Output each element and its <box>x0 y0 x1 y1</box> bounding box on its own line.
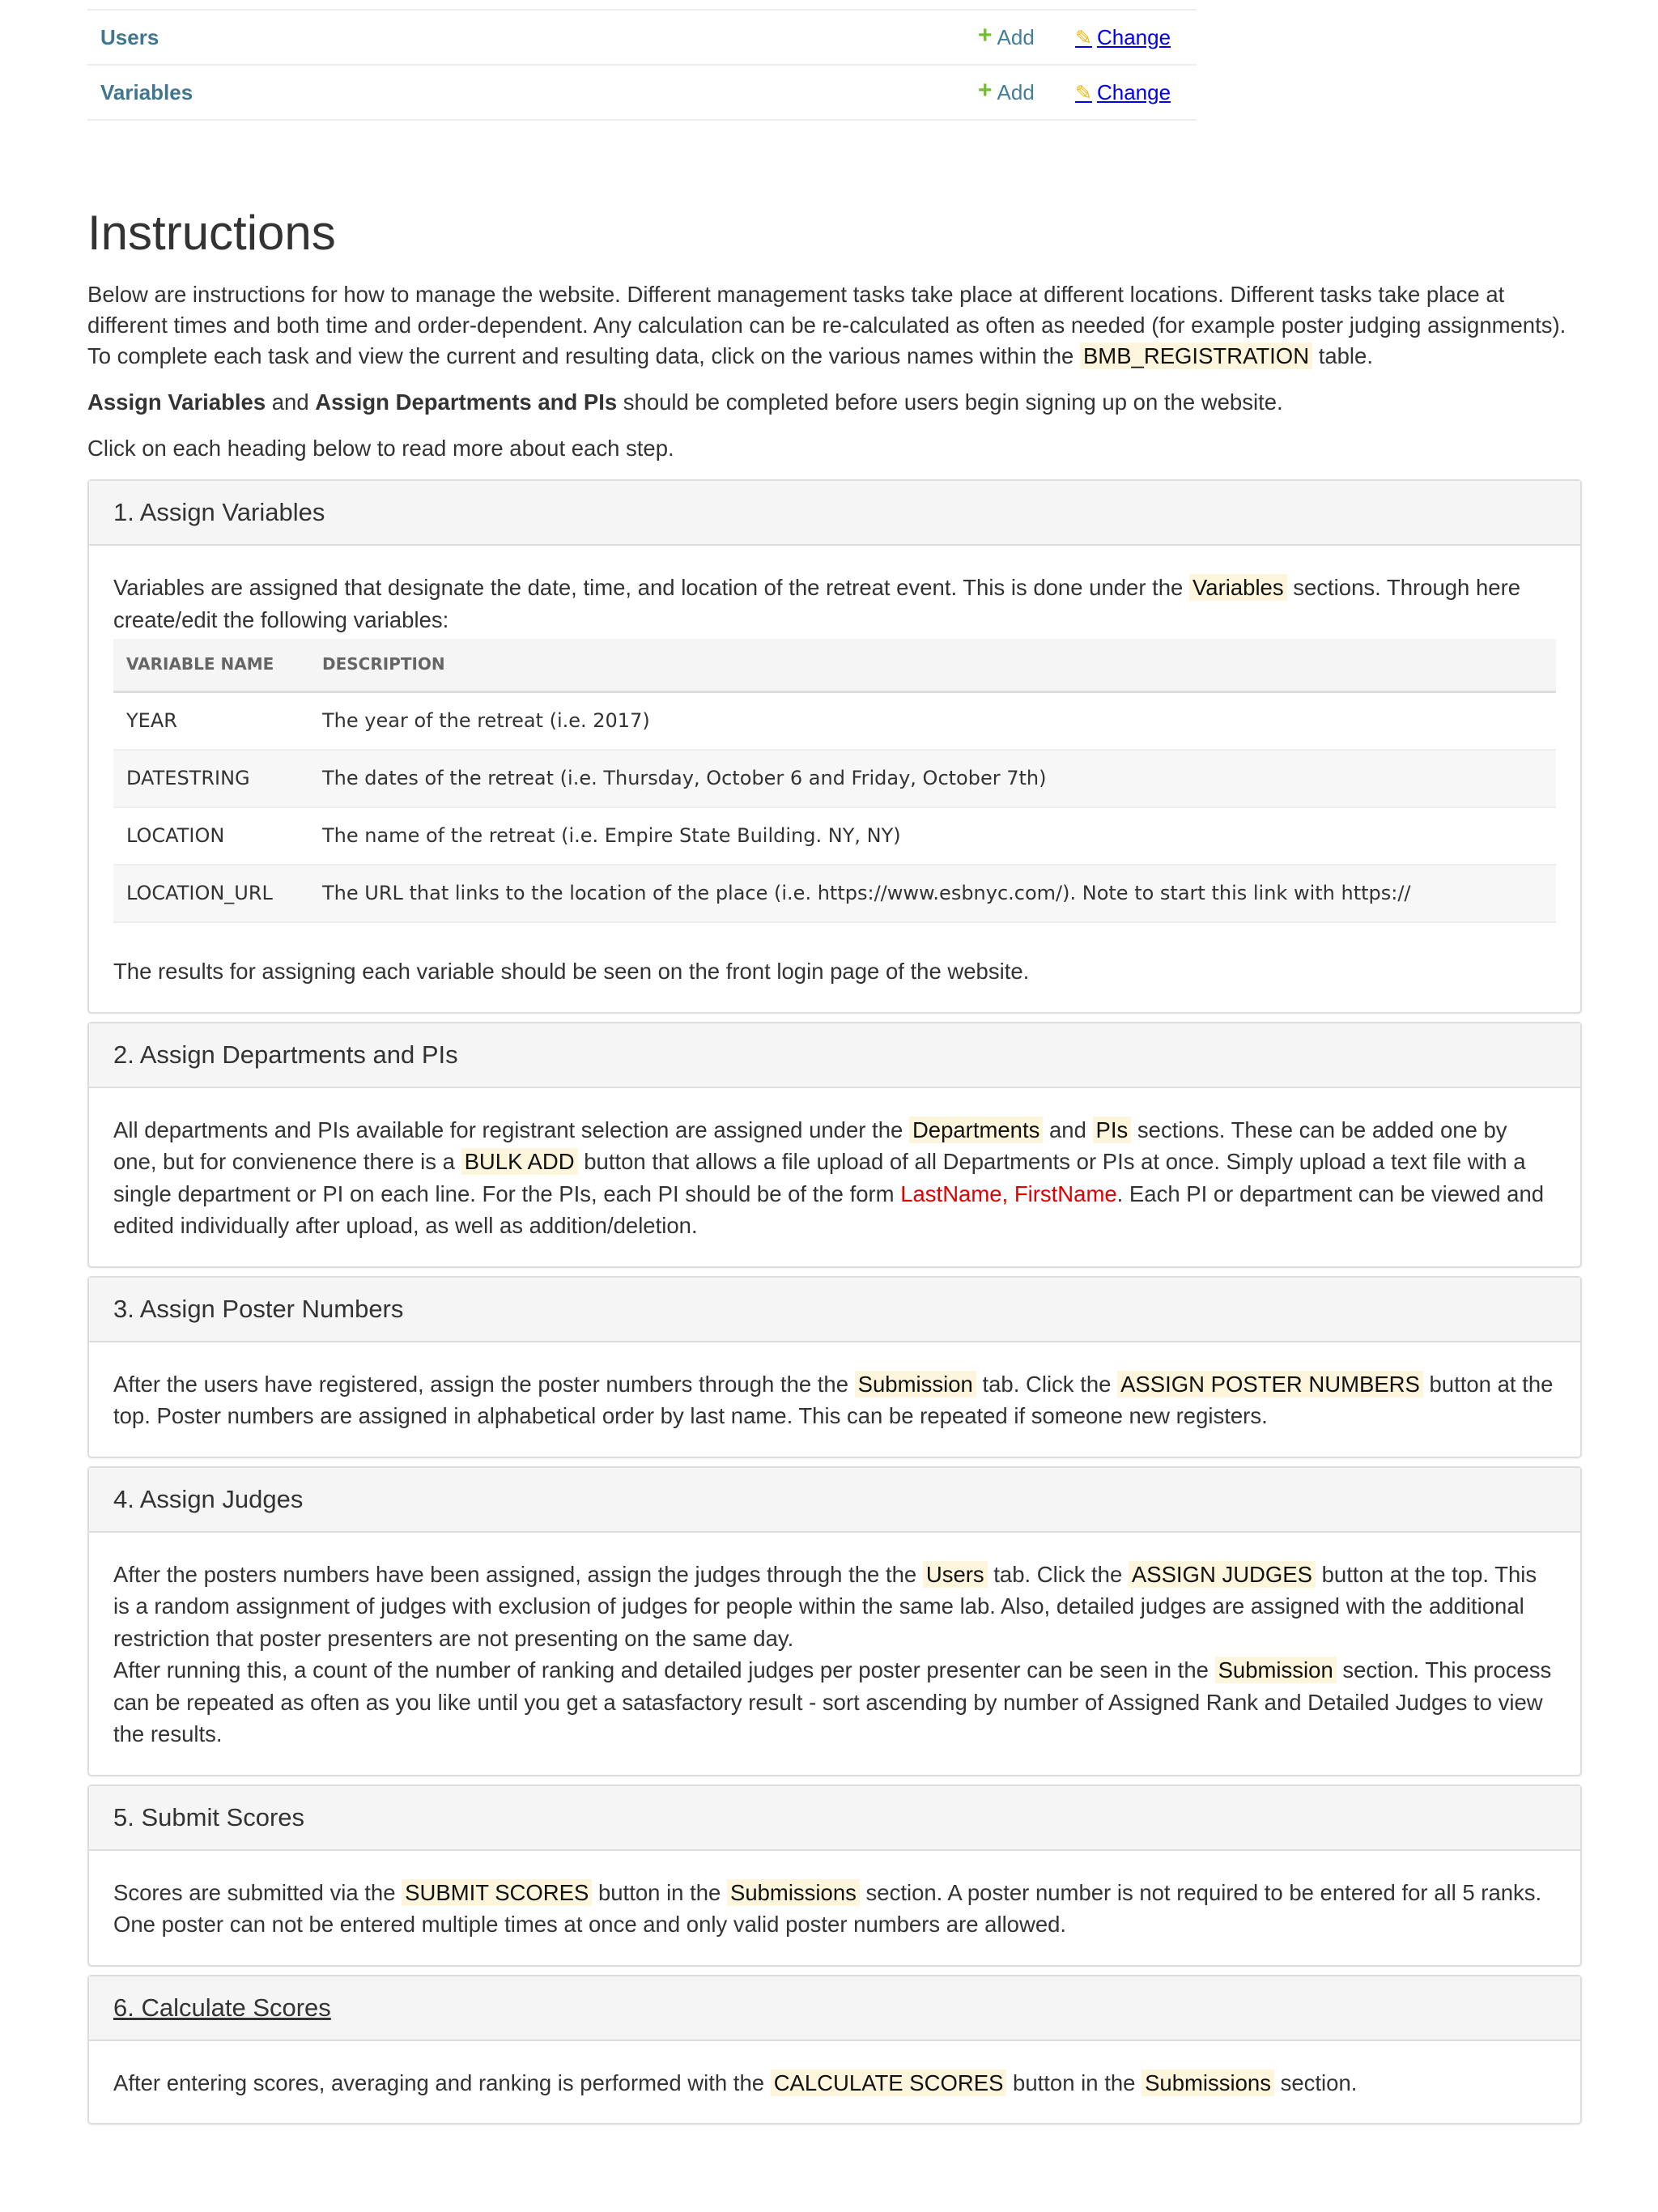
highlight: SUBMIT SCORES <box>402 1879 592 1906</box>
table-name-highlight: BMB_REGISTRATION <box>1080 342 1312 369</box>
highlight: ASSIGN JUDGES <box>1129 1561 1316 1588</box>
change-button[interactable]: ✎ Change <box>1075 24 1171 49</box>
highlight: Users <box>923 1561 988 1588</box>
model-table <box>87 9 1197 121</box>
panel-heading[interactable]: 1. Assign Variables <box>89 481 1580 546</box>
highlight: CALCULATE SCORES <box>771 2069 1007 2096</box>
highlight: ASSIGN POSTER NUMBERS <box>1117 1371 1423 1397</box>
panel-assign-departments <box>87 1022 1582 1268</box>
panel-heading[interactable]: 5. Submit Scores <box>89 1786 1580 1851</box>
panel-body: After entering scores, averaging and ranking is performed with the CALCULATE SCORES button in the Submissions section. <box>113 2069 1358 2095</box>
table-row: DATESTRING The dates of the retreat (i.e. Thursday, October 6 and Friday, October 7th) <box>113 750 1556 807</box>
highlight: PIs <box>1093 1117 1132 1143</box>
plus-icon: + <box>978 22 993 49</box>
variables-footer: The results for assigning each variable should be seen on the front login page of the website. <box>113 959 1030 984</box>
page <box>87 0 1582 2133</box>
highlight: Variables <box>1189 574 1287 601</box>
panel-assign-poster-numbers <box>87 1276 1582 1458</box>
panel-body: Variables are assigned that designate the date, time, and location of the retreat event. This is done under the Variables sections. Through here create/edit the following variables: VARIABLE NAME DESCRIPTION YEAR The year of the retreat (i.e. 2017) DATESTRING The dates of the retreat (i.e. Thursday, October 6 and Friday, October 7th) LOCATION The name of the retreat (i.e. Empire State Building. NY, NY) LOCATION_URL The URL that links to the location of the place (i.e. https://www.esbnyc.com/). Note to start this link with https:// The results for assigning each variable should be seen on the front login page of the website. <box>89 546 1580 1012</box>
table-row <box>87 10 1197 65</box>
highlight: BULK ADD <box>461 1148 578 1175</box>
highlight: Submissions <box>727 1879 860 1906</box>
model-link-variables[interactable]: Variables <box>100 79 193 104</box>
intro-paragraph: Below are instructions for how to manage the website. Different management tasks take place at different locations. Different tasks take place at different times and both time and order-dependent. Any calculation can be re-calculated as often as needed (for example poster judging assignments). To complete each task and view the current and resulting data, click on the various names within the BMB_REGISTRATION table. <box>87 282 1567 368</box>
panel-assign-variables <box>87 479 1582 1014</box>
name-format: LastName, FirstName <box>900 1180 1117 1206</box>
panel-body: Scores are submitted via the SUBMIT SCORES button in the Submissions section. A poster number is not required to be entered for all 5 ranks. One poster can not be entered multiple times at once and only valid poster numbers are allowed. <box>113 1879 1542 1937</box>
highlight: Submission <box>1215 1657 1337 1683</box>
panel-heading[interactable]: 3. Assign Poster Numbers <box>89 1278 1580 1342</box>
panel-heading[interactable]: 6. Calculate Scores <box>89 1976 1580 2041</box>
pencil-icon: ✎ <box>1075 81 1092 104</box>
panel-assign-judges <box>87 1466 1582 1776</box>
prerequisite-note: Assign Variables and Assign Departments and PIs should be completed before users begin signing up on the website. <box>87 389 1283 415</box>
column-header: DESCRIPTION <box>309 639 1556 692</box>
table-row: YEAR The year of the retreat (i.e. 2017) <box>113 692 1556 751</box>
panel-heading[interactable]: 4. Assign Judges <box>89 1468 1580 1533</box>
panel-calculate-scores <box>87 1975 1582 2125</box>
panel-body: After the posters numbers have been assigned, assign the judges through the the Users tab. Click the ASSIGN JUDGES button at the top. This is a random assignment of judges with exclusion of judges for people within the same lab. Also, detailed judges are assigned with the additional restriction that poster presenters are not presenting on the same day. After running this, a count of the number of ranking and detailed judges per poster presenter can be seen in the Submission section. This process can be repeated as often as you like until you get a satasfactory result - sort ascending by number of Assigned Rank and Detailed Judges to view the results. <box>113 1561 1552 1746</box>
model-link-users[interactable]: Users <box>100 24 159 49</box>
plus-icon: + <box>978 77 993 104</box>
highlight: Departments <box>909 1117 1043 1143</box>
highlight: Submission <box>855 1371 976 1397</box>
page-title: Instructions <box>87 206 336 260</box>
table-row: LOCATION_URL The URL that links to the location of the place (i.e. https://www.esbnyc.com/). Note to start this link with https:// <box>113 865 1556 922</box>
panel-body: After the users have registered, assign the poster numbers through the the Submission tab. Click the ASSIGN POSTER NUMBERS button at the top. Poster numbers are assigned in alphabetical order by last name. This can be repeated if someone new registers. <box>113 1371 1554 1428</box>
highlight: Submissions <box>1141 2069 1274 2096</box>
add-button[interactable]: + Add <box>978 77 1035 104</box>
panel-body: All departments and PIs available for registrant selection are assigned under the Departments and PIs sections. These can be added one by one, but for convienence there is a BULK ADD button that allows a file upload of all Departments or PIs at once. Simply upload a text file with a single department or PI on each line. For the PIs, each PI should be of the form LastName, FirstName. Each PI or department can be viewed and edited individually after upload, as well as addition/deletion. <box>113 1117 1545 1238</box>
add-button[interactable]: + Add <box>978 22 1035 49</box>
change-button[interactable]: ✎ Change <box>1075 79 1171 104</box>
pencil-icon: ✎ <box>1075 26 1092 49</box>
panel-submit-scores <box>87 1784 1582 1967</box>
variables-table <box>113 639 1556 923</box>
table-row: LOCATION The name of the retreat (i.e. Empire State Building. NY, NY) <box>113 807 1556 865</box>
table-row <box>87 65 1197 120</box>
column-header: VARIABLE NAME <box>113 639 309 692</box>
panel-heading[interactable]: 2. Assign Departments and PIs <box>89 1023 1580 1088</box>
click-hint: Click on each heading below to read more about each step. <box>87 436 674 461</box>
